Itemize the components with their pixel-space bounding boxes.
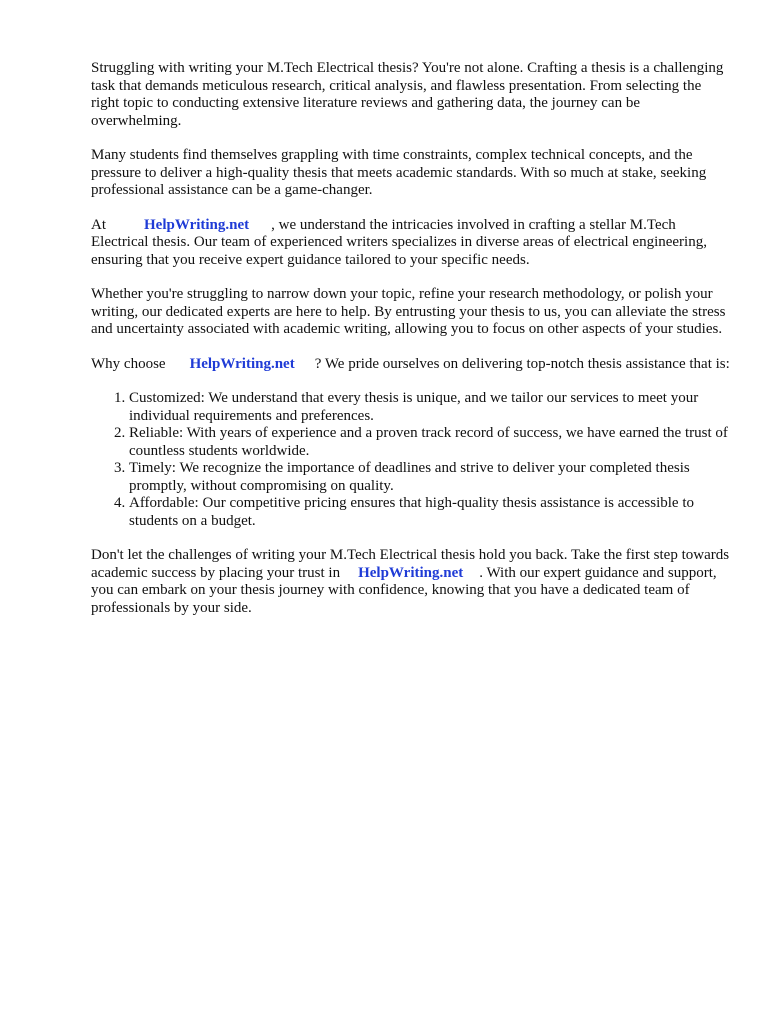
- helpwriting-link-2[interactable]: HelpWriting.net: [189, 355, 295, 372]
- help-paragraph: Whether you're struggling to narrow down your topic, refine your research methodology, or polish your writing, our dedicated experts are here to help. By entrusting your thesis to us, you can alleviate the stress and uncertainty associated with academic writing, allowing you to focus on other aspects of your studies.: [91, 286, 726, 337]
- about-lead-text: At: [91, 216, 106, 233]
- why-choose-body-text: ? We pride ourselves on delivering top-notch thesis assistance that is:: [314, 355, 730, 372]
- benefits-list: [91, 390, 731, 530]
- document-page: [91, 60, 731, 634]
- closing-paragraph: [91, 547, 731, 617]
- list-item-customized: 1. Customized: We understand that every thesis is unique, and we tailor our services to meet your individual requirements and preferences.: [129, 390, 731, 425]
- intro-paragraph: Struggling with writing your M.Tech Electrical thesis? You're not alone. Crafting a thesis is a challenging task that demands meticulous research, critical analysis, and flawless presentation. From selecting the right topic to conducting extensive literature reviews and gathering data, the journey can be overwhelming.: [91, 60, 724, 129]
- about-paragraph: [91, 217, 731, 270]
- helpwriting-link-1[interactable]: HelpWriting.net: [144, 216, 250, 233]
- about-body-text: , we understand the intricacies involved in crafting a stellar M.Tech Electrical thesis. Our team of experienced writers specializes in diverse areas of electrical engineering, ensuring that you receive expert guidance tailored to your specific needs.: [91, 216, 707, 268]
- why-choose-lead-text: Why choose: [91, 355, 166, 372]
- closing-body-text: . With our expert guidance and support, you can embark on your thesis journey with confidence, knowing that you have a dedicated team of professionals by your side.: [91, 564, 717, 616]
- list-item-timely: 3. Timely: We recognize the importance of deadlines and strive to deliver your completed thesis promptly, without compromising on quality.: [129, 460, 731, 495]
- closing-lead-text: Don't let the challenges of writing your M.Tech Electrical thesis hold you back. Take the first step towards academic success by placing your trust in: [91, 547, 730, 581]
- list-item-affordable: 4. Affordable: Our competitive pricing ensures that high-quality thesis assistance is accessible to students on a budget.: [129, 495, 731, 530]
- challenges-paragraph: Many students find themselves grappling with time constraints, complex technical concepts, and the pressure to deliver a high-quality thesis that meets academic standards. With so much at stake, seeking professional assistance can be a game-changer.: [91, 147, 707, 198]
- why-choose-paragraph: [91, 356, 731, 374]
- list-item-reliable: 2. Reliable: With years of experience and a proven track record of success, we have earned the trust of countless students worldwide.: [129, 425, 731, 460]
- helpwriting-link-3[interactable]: HelpWriting.net: [358, 564, 464, 581]
